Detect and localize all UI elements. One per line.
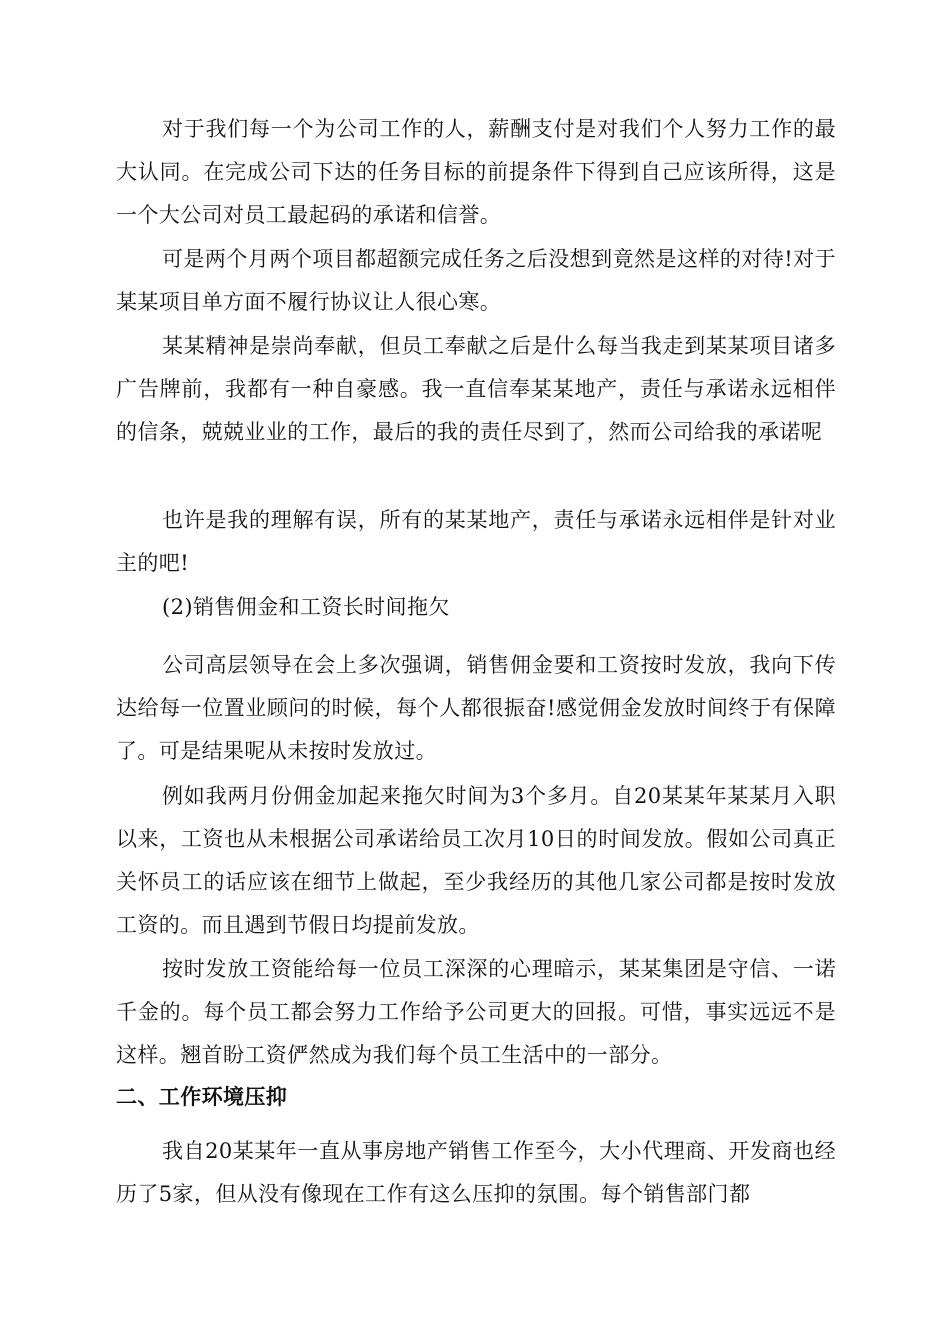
subheading-commission-arrears: (2)销售佣金和工资长时间拖欠 — [162, 595, 450, 619]
paragraph-dedication-spirit: 某某精神是崇尚奉献，但员工奉献之后是什么每当我走到某某项目诸多广告牌前，我都有一种自豪感。我一直信奉某某地产，责任与承诺永远相伴的信条，兢兢业业的工作，最后的我的责任尽到了，然而公司给我的承诺呢 — [116, 334, 836, 444]
paragraph-leadership-promise: 公司高层领导在会上多次强调，销售佣金要和工资按时发放，我向下传达给每一位置业顾问的时候，每个人都很振奋!感觉佣金发放时间终于有保障了。可是结果呢从未按时发放过。 — [116, 653, 836, 763]
paragraph-project-agreement: 可是两个月两个项目都超额完成任务之后没想到竟然是这样的对待!对于某某项目单方面不履行协议让人很心寒。 — [116, 247, 836, 314]
paragraph-on-time-pay: 按时发放工资能给每一位员工深深的心理暗示，某某集团是守信、一诺千金的。每个员工都会努力工作给予公司更大的回报。可惜，事实远远不是这样。翘首盼工资俨然成为我们每个员工生活中的一部分。 — [116, 957, 836, 1067]
section-heading-work-environment: 二、工作环境压抑 — [116, 1085, 288, 1109]
paragraph-misunderstanding: 也许是我的理解有误，所有的某某地产，责任与承诺永远相伴是针对业主的吧! — [116, 508, 836, 575]
paragraph-work-experience: 我自20某某年一直从事房地产销售工作至今，大小代理商、开发商也经历了5家，但从没有像现在工作有这么压抑的氛围。每个销售部门都 — [116, 1139, 836, 1206]
paragraph-payment-delay-example: 例如我两月份佣金加起来拖欠时间为3个多月。自20某某年某某月入职以来，工资也从未根据公司承诺给员工次月10日的时间发放。假如公司真正关怀员工的话应该在细节上做起，至少我经历的其他几家公司都是按时发放工资的。而且遇到节假日均提前发放。 — [116, 784, 836, 937]
paragraph-salary-recognition: 对于我们每一个为公司工作的人，薪酬支付是对我们个人努力工作的最大认同。在完成公司下达的任务目标的前提条件下得到自己应该所得，这是一个大公司对员工最起码的承诺和信誉。 — [116, 117, 836, 227]
